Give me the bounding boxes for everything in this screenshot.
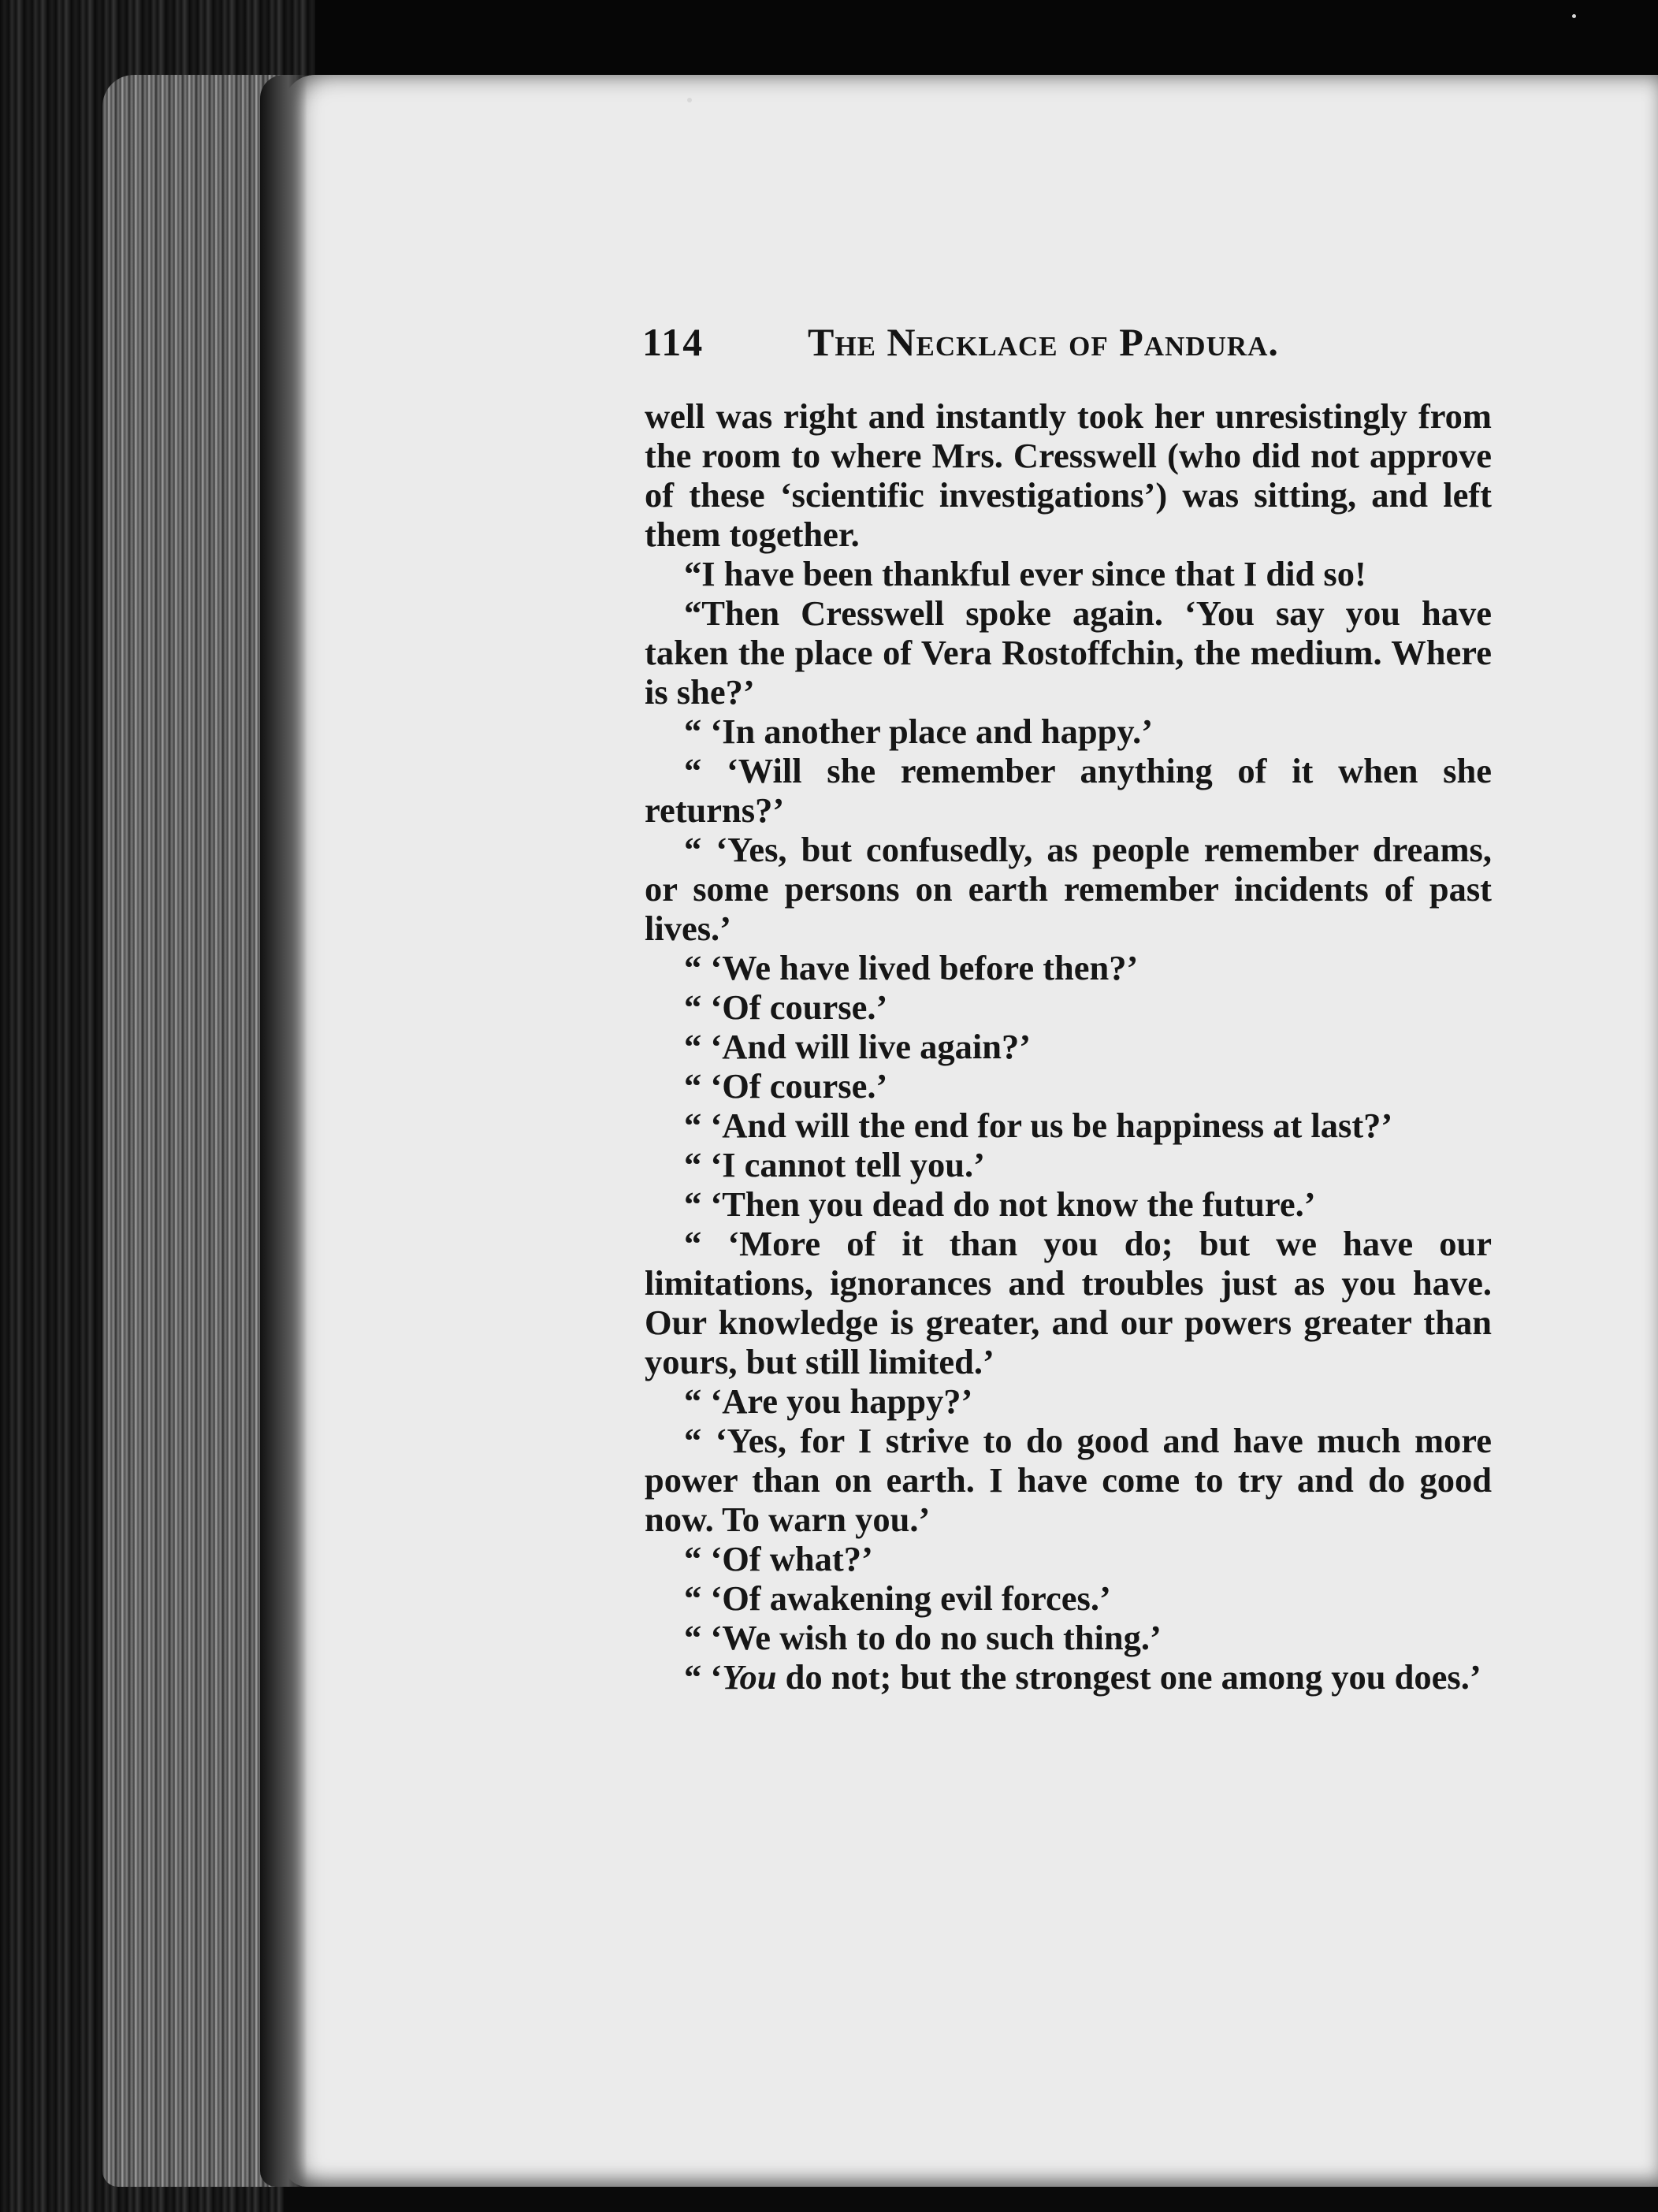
paragraph: “ ‘Yes, but confusedly, as people remember dreams, or some persons on earth remember incidents of past lives.’ bbox=[645, 830, 1492, 948]
paragraph: “ ‘We have lived before then?’ bbox=[684, 948, 1139, 987]
gutter-shadow bbox=[260, 75, 307, 2187]
running-title: The Necklace of Pandura. bbox=[808, 320, 1279, 364]
paragraph: “ ‘Yes, for I strive to do good and have much more power than on earth. I have come to try and do good now. To warn you.’ bbox=[645, 1421, 1492, 1539]
paragraph: “ ‘Of course.’ bbox=[684, 1066, 888, 1106]
paragraph: “ ‘I cannot tell you.’ bbox=[684, 1145, 985, 1184]
page-edges bbox=[102, 75, 284, 2187]
paragraph bbox=[645, 1657, 1492, 1697]
paragraph: well was right and instantly took her unresistingly from the room to where Mrs. Cresswell (who did not approve of these ‘scientific investigations’) was sitting, and left them together. bbox=[645, 396, 1492, 554]
paragraph: “ ‘And will live again?’ bbox=[684, 1027, 1032, 1066]
paragraph-text-before: “ ‘ bbox=[684, 1657, 723, 1697]
paragraph: “ ‘Of course.’ bbox=[684, 987, 888, 1027]
dust-speck bbox=[687, 98, 692, 102]
page-number: 114 bbox=[642, 320, 704, 364]
running-head bbox=[642, 319, 1489, 382]
paragraph: “ ‘Will she remember anything of it when she returns?’ bbox=[645, 751, 1492, 830]
bottom-edge bbox=[284, 2187, 1658, 2212]
body-text bbox=[645, 396, 1492, 1697]
paragraph: “ ‘Are you happy?’ bbox=[684, 1381, 973, 1421]
paragraph: “I have been thankful ever since that I did so! bbox=[684, 554, 1366, 593]
paragraph: “Then Cresswell spoke again. ‘You say you have taken the place of Vera Rostoffchin, the medium. Where is she?’ bbox=[645, 593, 1492, 712]
paragraph-text-after: do not; but the strongest one among you does.’ bbox=[776, 1657, 1481, 1697]
paragraph: “ ‘More of it than you do; but we have our limitations, ignorances and troubles just as you have. Our knowledge is greater, and our powers greater than yours, but still limited.’ bbox=[645, 1224, 1492, 1381]
paragraph: “ ‘And will the end for us be happiness at last?’ bbox=[684, 1106, 1393, 1145]
dust-speck bbox=[1572, 14, 1576, 18]
paragraph: “ ‘In another place and happy.’ bbox=[684, 712, 1154, 751]
paragraph: “ ‘We wish to do no such thing.’ bbox=[684, 1618, 1162, 1657]
paragraph: “ ‘Of what?’ bbox=[684, 1539, 873, 1578]
emphasized-word: You bbox=[722, 1657, 777, 1697]
paragraph: “ ‘Of awakening evil forces.’ bbox=[684, 1578, 1111, 1618]
paragraph: “ ‘Then you dead do not know the future.’ bbox=[684, 1184, 1316, 1224]
